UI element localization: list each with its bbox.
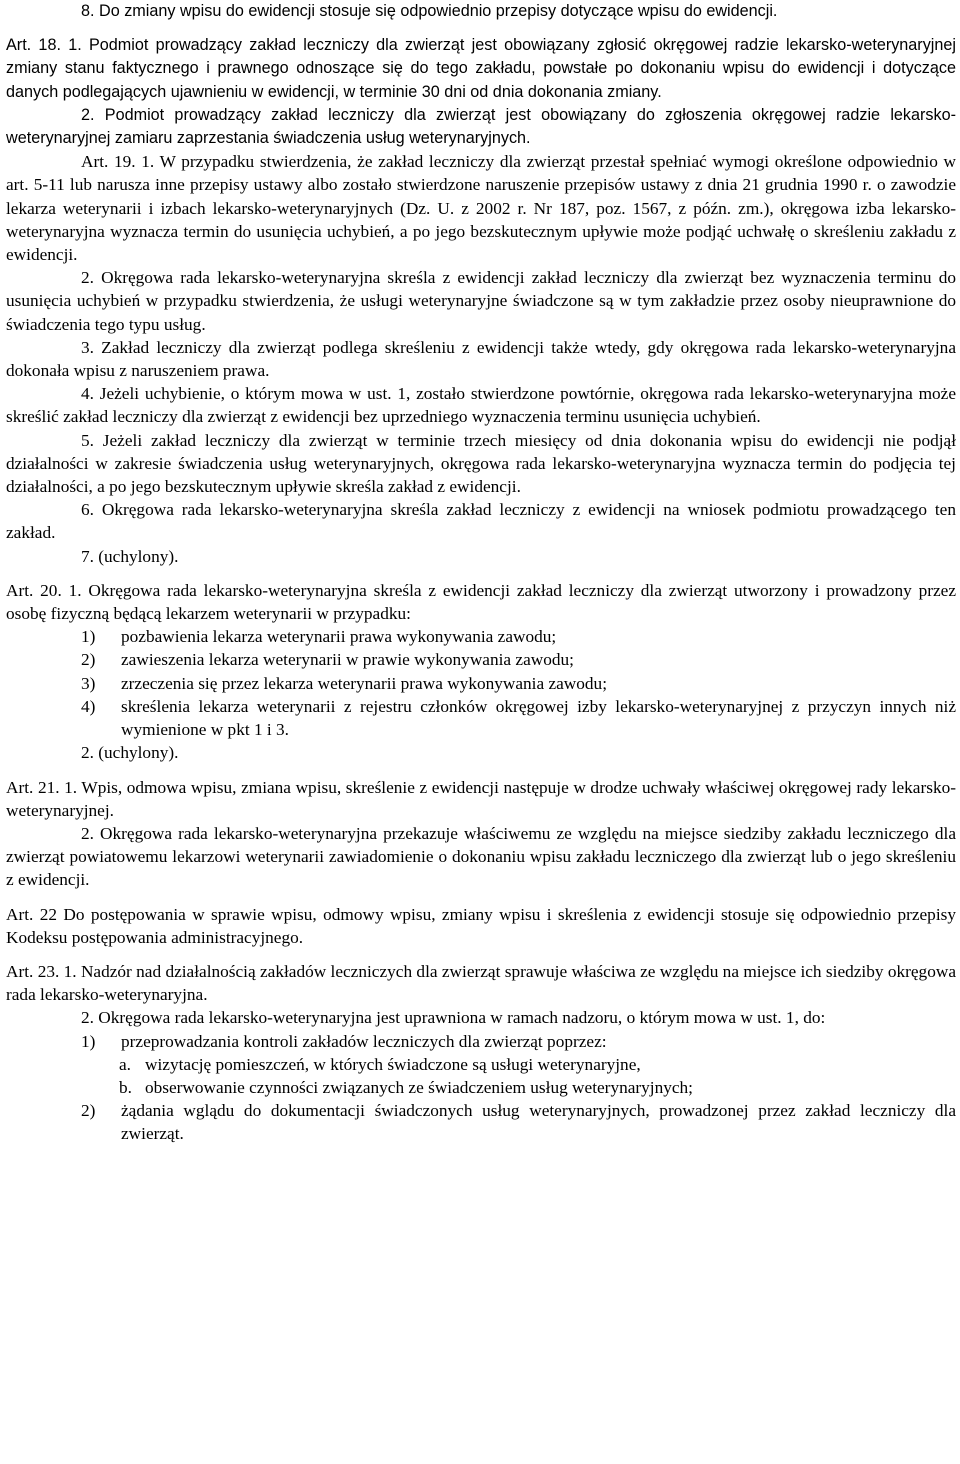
item-number: 2) (81, 1101, 96, 1121)
item-text: żądania wglądu do dokumentacji świadczonych usług weterynaryjnych, prowadzonej przez zakład leczniczy dla zwierząt. (121, 1101, 956, 1144)
numbered-item (81, 1099, 956, 1145)
paragraph: Art. 19. 1. W przypadku stwierdzenia, że zakład leczniczy dla zwierząt przestał spełniać wymogi określone odpowiednio w art. 5-11 lub narusza inne przepisy ustawy albo zostało stwierdzone naruszenie przepisów ustawy z dnia 21 grudnia 1990 r. o zawodzie lekarza weterynarii i izbach lekarsko-weterynaryjnych (Dz. U. z 2002 r. Nr 187, poz. 1567, z późn. zm.), okręgowa izba lekarsko-weterynaryjna wyznacza termin do usunięcia uchybień, a po jego bezskutecznym upływie może podjąć uchwałę o skreśleniu zakładu z ewidencji. (6, 152, 956, 265)
lettered-item (119, 1076, 956, 1099)
numbered-item (81, 625, 956, 648)
item-number: b. (119, 1077, 132, 1097)
paragraph: 2. Podmiot prowadzący zakład leczniczy dla zwierząt jest obowiązany do zgłoszenia okręgowej radzie lekarsko-weterynaryjnej zamiaru zaprzestania świadczenia usług weterynaryjnych. (6, 105, 956, 148)
item-number: 3) (81, 673, 96, 693)
item-text: wizytację pomieszczeń, w których świadczone są usługi weterynaryjne, (145, 1054, 641, 1074)
paragraph: 2. (uchylony). (81, 743, 179, 763)
numbered-item (81, 1030, 956, 1053)
item-number: 1) (81, 1031, 96, 1051)
item-number: a. (119, 1054, 131, 1074)
paragraph: 6. Okręgowa rada lekarsko-weterynaryjna skreśla zakład leczniczy z ewidencji na wniosek podmiotu prowadzącego ten zakład. (6, 500, 956, 543)
paragraph: Art. 18. 1. Podmiot prowadzący zakład leczniczy dla zwierząt jest obowiązany zgłosić okręgowej radzie lekarsko-weterynaryjnej zmiany stanu faktycznego i prawnego odnoszące się do tego zakładu, powstałe po dokonaniu wpisu do ewidencji i dotyczące danych podlegających ujawnieniu w ewidencji, w terminie 30 dni od dnia dokonania zmiany. (6, 36, 956, 101)
item-number: 2) (81, 650, 96, 670)
item-text: skreślenia lekarza weterynarii z rejestru członków okręgowej izby lekarsko-weterynaryjnej z przyczyn innych niż wymienione w pkt 1 i 3. (121, 696, 956, 740)
paragraph: Art. 22 Do postępowania w sprawie wpisu, odmowy wpisu, zmiany wpisu i skreślenia z ewidencji stosuje się odpowiednio przepisy Kodeksu postępowania administracyjnego. (6, 904, 956, 947)
paragraph: 8. Do zmiany wpisu do ewidencji stosuje się odpowiednio przepisy dotyczące wpisu do ewidencji. (81, 2, 778, 20)
paragraph: 2. Okręgowa rada lekarsko-weterynaryjna przekazuje właściwemu ze względu na miejsce siedziby zakładu leczniczego dla zwierząt powiatowemu lekarzowi weterynarii zawiadomienie o dokonaniu wpisu zakładu leczniczego dla zwierząt lub o jego skreśleniu z ewidencji. (6, 823, 956, 890)
paragraph: Art. 23. 1. Nadzór nad działalnością zakładów leczniczych dla zwierząt sprawuje właściwa ze względu na miejsce ich siedziby okręgowa rada lekarsko-weterynaryjna. (6, 961, 956, 1005)
item-number: 4) (81, 696, 96, 716)
item-text: pozbawienia lekarza weterynarii prawa wykonywania zawodu; (121, 627, 557, 647)
item-text: zawieszenia lekarza weterynarii w prawie wykonywania zawodu; (121, 650, 574, 670)
numbered-item (81, 648, 956, 671)
paragraph: Art. 21. 1. Wpis, odmowa wpisu, zmiana wpisu, skreślenie z ewidencji następuje w drodze uchwały właściwej okręgowej rady lekarsko-weterynaryjnej. (6, 777, 956, 820)
item-text: przeprowadzania kontroli zakładów leczniczych dla zwierząt poprzez: (121, 1031, 607, 1051)
numbered-item (81, 672, 956, 695)
paragraph: 2. Okręgowa rada lekarsko-weterynaryjna skreśla z ewidencji zakład leczniczy dla zwierząt bez wyznaczenia terminu do usunięcia uchybień w przypadku stwierdzenia, że usługi weterynaryjne świadczone są w tym zakładzie przez osoby nieuprawnione do świadczenia tego typu usług. (6, 268, 956, 334)
paragraph: 3. Zakład leczniczy dla zwierząt podlega skreśleniu z ewidencji także wtedy, gdy okręgowa rada lekarsko-weterynaryjna dokonała wpisu z naruszeniem prawa. (6, 337, 956, 381)
numbered-item (81, 695, 956, 741)
item-text: zrzeczenia się przez lekarza weterynarii prawa wykonywania zawodu; (121, 673, 608, 693)
paragraph: 4. Jeżeli uchybienie, o którym mowa w ust. 1, zostało stwierdzone powtórnie, okręgowa rada lekarsko-weterynaryjna może skreślić zakład leczniczy dla zwierząt z ewidencji bez uprzedniego wyznaczenia terminu usunięcia uchybień. (6, 384, 956, 427)
paragraph: 7. (uchylony). (81, 546, 179, 566)
lettered-item (119, 1053, 956, 1076)
item-text: obserwowanie czynności związanych ze świadczeniem usług weterynaryjnych; (145, 1077, 693, 1097)
paragraph: 2. Okręgowa rada lekarsko-weterynaryjna jest uprawniona w ramach nadzoru, o którym mowa w ust. 1, do: (81, 1008, 826, 1028)
item-number: 1) (81, 627, 96, 647)
paragraph: 5. Jeżeli zakład leczniczy dla zwierząt w terminie trzech miesięcy od dnia dokonania wpisu do ewidencji nie podjął działalności w zakresie świadczenia usług weterynaryjnych, okręgowa rada lekarsko-weterynaryjna wyznacza termin do podjęcia tej działalności, a po jego bezskutecznym upływie skreśla zakład z ewidencji. (6, 430, 956, 497)
paragraph: Art. 20. 1. Okręgowa rada lekarsko-weterynaryjna skreśla z ewidencji zakład leczniczy dla zwierząt utworzony i prowadzony przez osobę fizyczną będącą lekarzem weterynarii w przypadku: (6, 580, 956, 624)
